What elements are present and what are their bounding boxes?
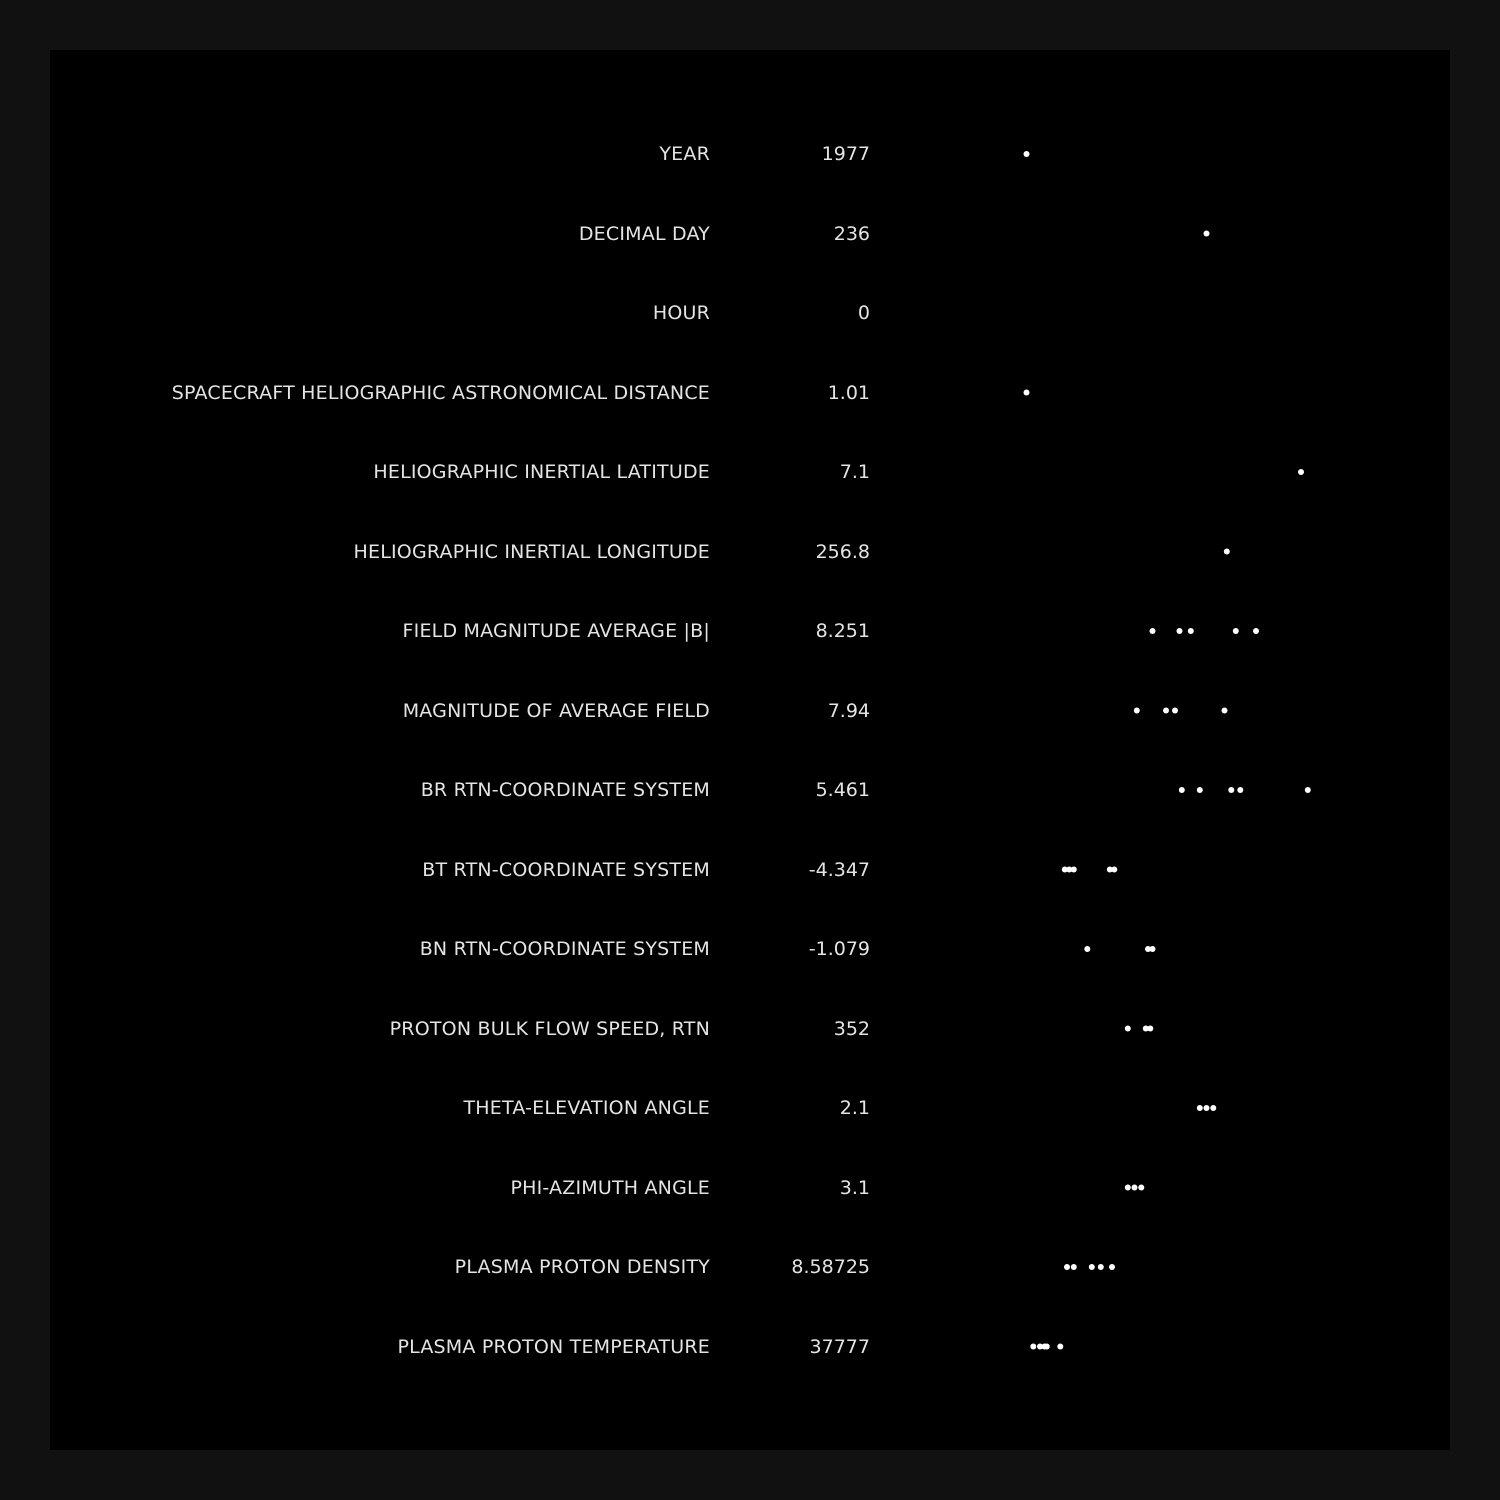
chart-panel <box>50 50 1450 1450</box>
row-value: 7.94 <box>827 699 870 722</box>
row-label: PHI-AZIMUTH ANGLE <box>510 1176 710 1199</box>
data-row <box>50 214 1450 254</box>
row-label: HELIOGRAPHIC INERTIAL LONGITUDE <box>353 540 710 563</box>
data-row <box>50 373 1450 413</box>
data-row <box>50 1247 1450 1287</box>
row-value: 7.1 <box>839 461 870 483</box>
row-label: BN RTN-COORDINATE SYSTEM <box>419 938 710 960</box>
data-row <box>50 1168 1450 1208</box>
row-value: 236 <box>833 222 870 245</box>
row-label: PLASMA PROTON DENSITY <box>454 1256 710 1278</box>
row-value: 37777 <box>809 1335 870 1358</box>
data-row <box>50 293 1450 333</box>
data-row <box>50 452 1450 492</box>
row-label: SPACECRAFT HELIOGRAPHIC ASTRONOMICAL DISTANCE <box>171 381 710 404</box>
data-row <box>50 1009 1450 1049</box>
data-row <box>50 532 1450 572</box>
data-row <box>50 770 1450 810</box>
row-label: MAGNITUDE OF AVERAGE FIELD <box>402 699 710 722</box>
row-label: PROTON BULK FLOW SPEED, RTN <box>389 1017 710 1040</box>
row-value: 256.8 <box>815 540 870 563</box>
row-label: BT RTN-COORDINATE SYSTEM <box>422 858 710 881</box>
data-row <box>50 1088 1450 1128</box>
row-value: 352 <box>833 1017 870 1040</box>
data-row <box>50 929 1450 969</box>
row-label: PLASMA PROTON TEMPERATURE <box>397 1335 710 1358</box>
row-label: FIELD MAGNITUDE AVERAGE |B| <box>402 620 710 642</box>
data-row <box>50 850 1450 890</box>
row-value: 1977 <box>821 143 870 165</box>
data-row <box>50 134 1450 174</box>
row-label: BR RTN-COORDINATE SYSTEM <box>420 779 710 801</box>
row-value: -1.079 <box>808 938 870 960</box>
data-row <box>50 1327 1450 1367</box>
row-value: 0 <box>857 302 870 324</box>
row-label: YEAR <box>659 143 710 165</box>
row-label: DECIMAL DAY <box>578 222 710 245</box>
row-label: HOUR <box>652 302 710 324</box>
row-value: 8.58725 <box>791 1256 870 1278</box>
row-value: 2.1 <box>839 1097 870 1119</box>
data-row <box>50 691 1450 731</box>
row-value: 1.01 <box>827 381 870 404</box>
data-row <box>50 611 1450 651</box>
row-value: 8.251 <box>815 620 870 642</box>
row-label: HELIOGRAPHIC INERTIAL LATITUDE <box>373 461 710 483</box>
row-value: 5.461 <box>815 779 870 801</box>
row-value: -4.347 <box>808 858 870 881</box>
row-value: 3.1 <box>839 1176 870 1199</box>
row-label: THETA-ELEVATION ANGLE <box>463 1097 710 1119</box>
dot-plot <box>50 50 1450 1450</box>
